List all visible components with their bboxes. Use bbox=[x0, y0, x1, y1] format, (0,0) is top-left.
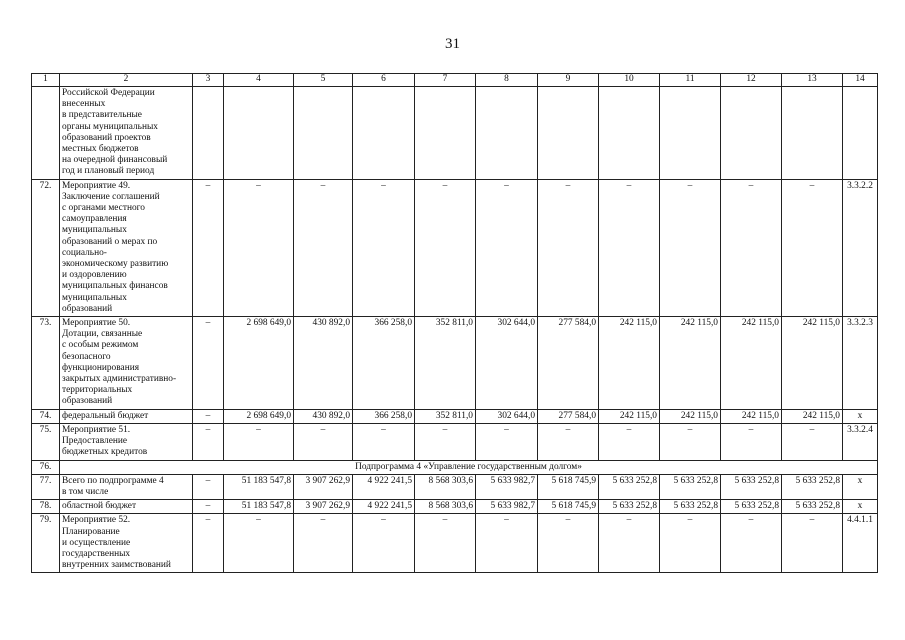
row-value: 5 633 252,8 bbox=[782, 474, 843, 499]
row-value: – bbox=[415, 179, 476, 316]
row-value: 277 584,0 bbox=[538, 317, 599, 410]
row-value: – bbox=[294, 179, 353, 316]
page-number: 31 bbox=[445, 36, 460, 52]
row-value: 277 584,0 bbox=[538, 409, 599, 423]
row-value bbox=[224, 87, 294, 180]
row-value: 302 644,0 bbox=[476, 409, 538, 423]
row-value: 242 115,0 bbox=[782, 409, 843, 423]
column-header: 14 bbox=[843, 74, 878, 87]
column-header: 4 bbox=[224, 74, 294, 87]
row-value bbox=[353, 87, 415, 180]
row-value: – bbox=[224, 514, 294, 573]
budget-table bbox=[31, 73, 878, 573]
column-header: 6 bbox=[353, 74, 415, 87]
row-col3: – bbox=[193, 409, 224, 423]
row-value: 366 258,0 bbox=[353, 409, 415, 423]
table-row bbox=[32, 409, 878, 423]
row-value: 5 618 745,9 bbox=[538, 474, 599, 499]
row-value: 51 183 547,8 bbox=[224, 474, 294, 499]
row-value: 5 633 252,8 bbox=[721, 500, 782, 514]
row-value: 5 633 982,7 bbox=[476, 500, 538, 514]
row-value: – bbox=[294, 423, 353, 460]
row-code: x bbox=[843, 409, 878, 423]
row-value bbox=[782, 87, 843, 180]
row-col3: – bbox=[193, 514, 224, 573]
row-value: 5 633 252,8 bbox=[782, 500, 843, 514]
row-value: 352 811,0 bbox=[415, 409, 476, 423]
table-row bbox=[32, 460, 878, 474]
row-value: – bbox=[415, 423, 476, 460]
row-value: – bbox=[782, 423, 843, 460]
row-value: – bbox=[782, 514, 843, 573]
row-name: Российской Федерации внесенных в представительные органы муниципальных образований проектов местных бюджетов на очередной финансовый год и плановый период bbox=[60, 87, 193, 180]
row-value: 430 892,0 bbox=[294, 409, 353, 423]
column-header: 5 bbox=[294, 74, 353, 87]
row-col3: – bbox=[193, 179, 224, 316]
table-row bbox=[32, 423, 878, 460]
row-value: 242 115,0 bbox=[599, 409, 660, 423]
table-row bbox=[32, 474, 878, 499]
column-header: 3 bbox=[193, 74, 224, 87]
row-value: – bbox=[721, 179, 782, 316]
column-header: 1 bbox=[32, 74, 60, 87]
row-value: – bbox=[476, 514, 538, 573]
row-value: 242 115,0 bbox=[721, 317, 782, 410]
row-value: 5 633 252,8 bbox=[721, 474, 782, 499]
row-value: – bbox=[294, 514, 353, 573]
row-value: 242 115,0 bbox=[599, 317, 660, 410]
row-number: 72. bbox=[32, 179, 60, 316]
row-number: 77. bbox=[32, 474, 60, 499]
row-value bbox=[294, 87, 353, 180]
row-code: x bbox=[843, 474, 878, 499]
row-number: 75. bbox=[32, 423, 60, 460]
row-value: 242 115,0 bbox=[660, 409, 721, 423]
row-value: 8 568 303,6 bbox=[415, 474, 476, 499]
row-value: – bbox=[721, 514, 782, 573]
row-value: – bbox=[476, 179, 538, 316]
column-header: 10 bbox=[599, 74, 660, 87]
row-value: – bbox=[599, 179, 660, 316]
row-name: областной бюджет bbox=[60, 500, 193, 514]
row-value: – bbox=[538, 514, 599, 573]
row-value: – bbox=[415, 514, 476, 573]
table-row bbox=[32, 317, 878, 410]
row-number: 79. bbox=[32, 514, 60, 573]
row-value: 8 568 303,6 bbox=[415, 500, 476, 514]
column-header: 7 bbox=[415, 74, 476, 87]
row-value: – bbox=[538, 179, 599, 316]
row-value: – bbox=[224, 179, 294, 316]
row-value: 5 633 252,8 bbox=[599, 474, 660, 499]
row-name: Мероприятие 49. Заключение соглашений с органами местного самоуправления муниципальных образований о мерах по социально- экономическому развитию и оздоровлению муниципальных финансов муниципальных образований bbox=[60, 179, 193, 316]
row-code bbox=[843, 87, 878, 180]
column-header: 11 bbox=[660, 74, 721, 87]
row-value: – bbox=[660, 423, 721, 460]
row-code: 3.3.2.3 bbox=[843, 317, 878, 410]
row-value: – bbox=[353, 179, 415, 316]
row-code: 4.4.1.1 bbox=[843, 514, 878, 573]
row-name: федеральный бюджет bbox=[60, 409, 193, 423]
row-value: 2 698 649,0 bbox=[224, 409, 294, 423]
column-header: 12 bbox=[721, 74, 782, 87]
table-body bbox=[32, 74, 878, 573]
row-value: – bbox=[353, 514, 415, 573]
row-value bbox=[538, 87, 599, 180]
row-value: 4 922 241,5 bbox=[353, 474, 415, 499]
row-code: 3.3.2.2 bbox=[843, 179, 878, 316]
row-value: 4 922 241,5 bbox=[353, 500, 415, 514]
row-value: 5 618 745,9 bbox=[538, 500, 599, 514]
row-value: – bbox=[476, 423, 538, 460]
column-header: 9 bbox=[538, 74, 599, 87]
row-number bbox=[32, 87, 60, 180]
row-value: – bbox=[538, 423, 599, 460]
row-number: 73. bbox=[32, 317, 60, 410]
row-col3 bbox=[193, 87, 224, 180]
column-header-row bbox=[32, 74, 878, 87]
row-value: – bbox=[599, 423, 660, 460]
row-value: 352 811,0 bbox=[415, 317, 476, 410]
row-name: Всего по подпрограмме 4 в том числе bbox=[60, 474, 193, 499]
row-value: 242 115,0 bbox=[721, 409, 782, 423]
row-value: – bbox=[599, 514, 660, 573]
row-name: Мероприятие 50. Дотации, связанные с особым режимом безопасного функционирования закрытых административно- территориальных образований bbox=[60, 317, 193, 410]
row-value bbox=[660, 87, 721, 180]
table-row bbox=[32, 179, 878, 316]
row-value: 2 698 649,0 bbox=[224, 317, 294, 410]
row-number: 74. bbox=[32, 409, 60, 423]
row-col3: – bbox=[193, 500, 224, 514]
row-number: 76. bbox=[32, 460, 60, 474]
subprogram-title: Подпрограмма 4 «Управление государственным долгом» bbox=[60, 460, 878, 474]
row-value: 242 115,0 bbox=[782, 317, 843, 410]
row-value: 3 907 262,9 bbox=[294, 500, 353, 514]
row-col3: – bbox=[193, 317, 224, 410]
row-value: 51 183 547,8 bbox=[224, 500, 294, 514]
row-value: 5 633 252,8 bbox=[599, 500, 660, 514]
column-header: 8 bbox=[476, 74, 538, 87]
row-value: 5 633 252,8 bbox=[660, 474, 721, 499]
row-value: 5 633 252,8 bbox=[660, 500, 721, 514]
row-value: – bbox=[224, 423, 294, 460]
row-value: – bbox=[721, 423, 782, 460]
row-value bbox=[476, 87, 538, 180]
row-value bbox=[721, 87, 782, 180]
row-value: – bbox=[782, 179, 843, 316]
row-value: – bbox=[353, 423, 415, 460]
row-value: 366 258,0 bbox=[353, 317, 415, 410]
column-header: 13 bbox=[782, 74, 843, 87]
row-number: 78. bbox=[32, 500, 60, 514]
row-value: 5 633 982,7 bbox=[476, 474, 538, 499]
row-value: – bbox=[660, 514, 721, 573]
row-col3: – bbox=[193, 474, 224, 499]
table-row bbox=[32, 500, 878, 514]
row-value: 302 644,0 bbox=[476, 317, 538, 410]
table-row bbox=[32, 514, 878, 573]
row-value: 430 892,0 bbox=[294, 317, 353, 410]
row-name: Мероприятие 52. Планирование и осуществление государственных внутренних заимствований bbox=[60, 514, 193, 573]
table-row bbox=[32, 87, 878, 180]
row-value: 3 907 262,9 bbox=[294, 474, 353, 499]
row-code: x bbox=[843, 500, 878, 514]
row-code: 3.3.2.4 bbox=[843, 423, 878, 460]
row-value bbox=[415, 87, 476, 180]
row-col3: – bbox=[193, 423, 224, 460]
row-value: 242 115,0 bbox=[660, 317, 721, 410]
row-name: Мероприятие 51. Предоставление бюджетных кредитов bbox=[60, 423, 193, 460]
row-value bbox=[599, 87, 660, 180]
column-header: 2 bbox=[60, 74, 193, 87]
row-value: – bbox=[660, 179, 721, 316]
